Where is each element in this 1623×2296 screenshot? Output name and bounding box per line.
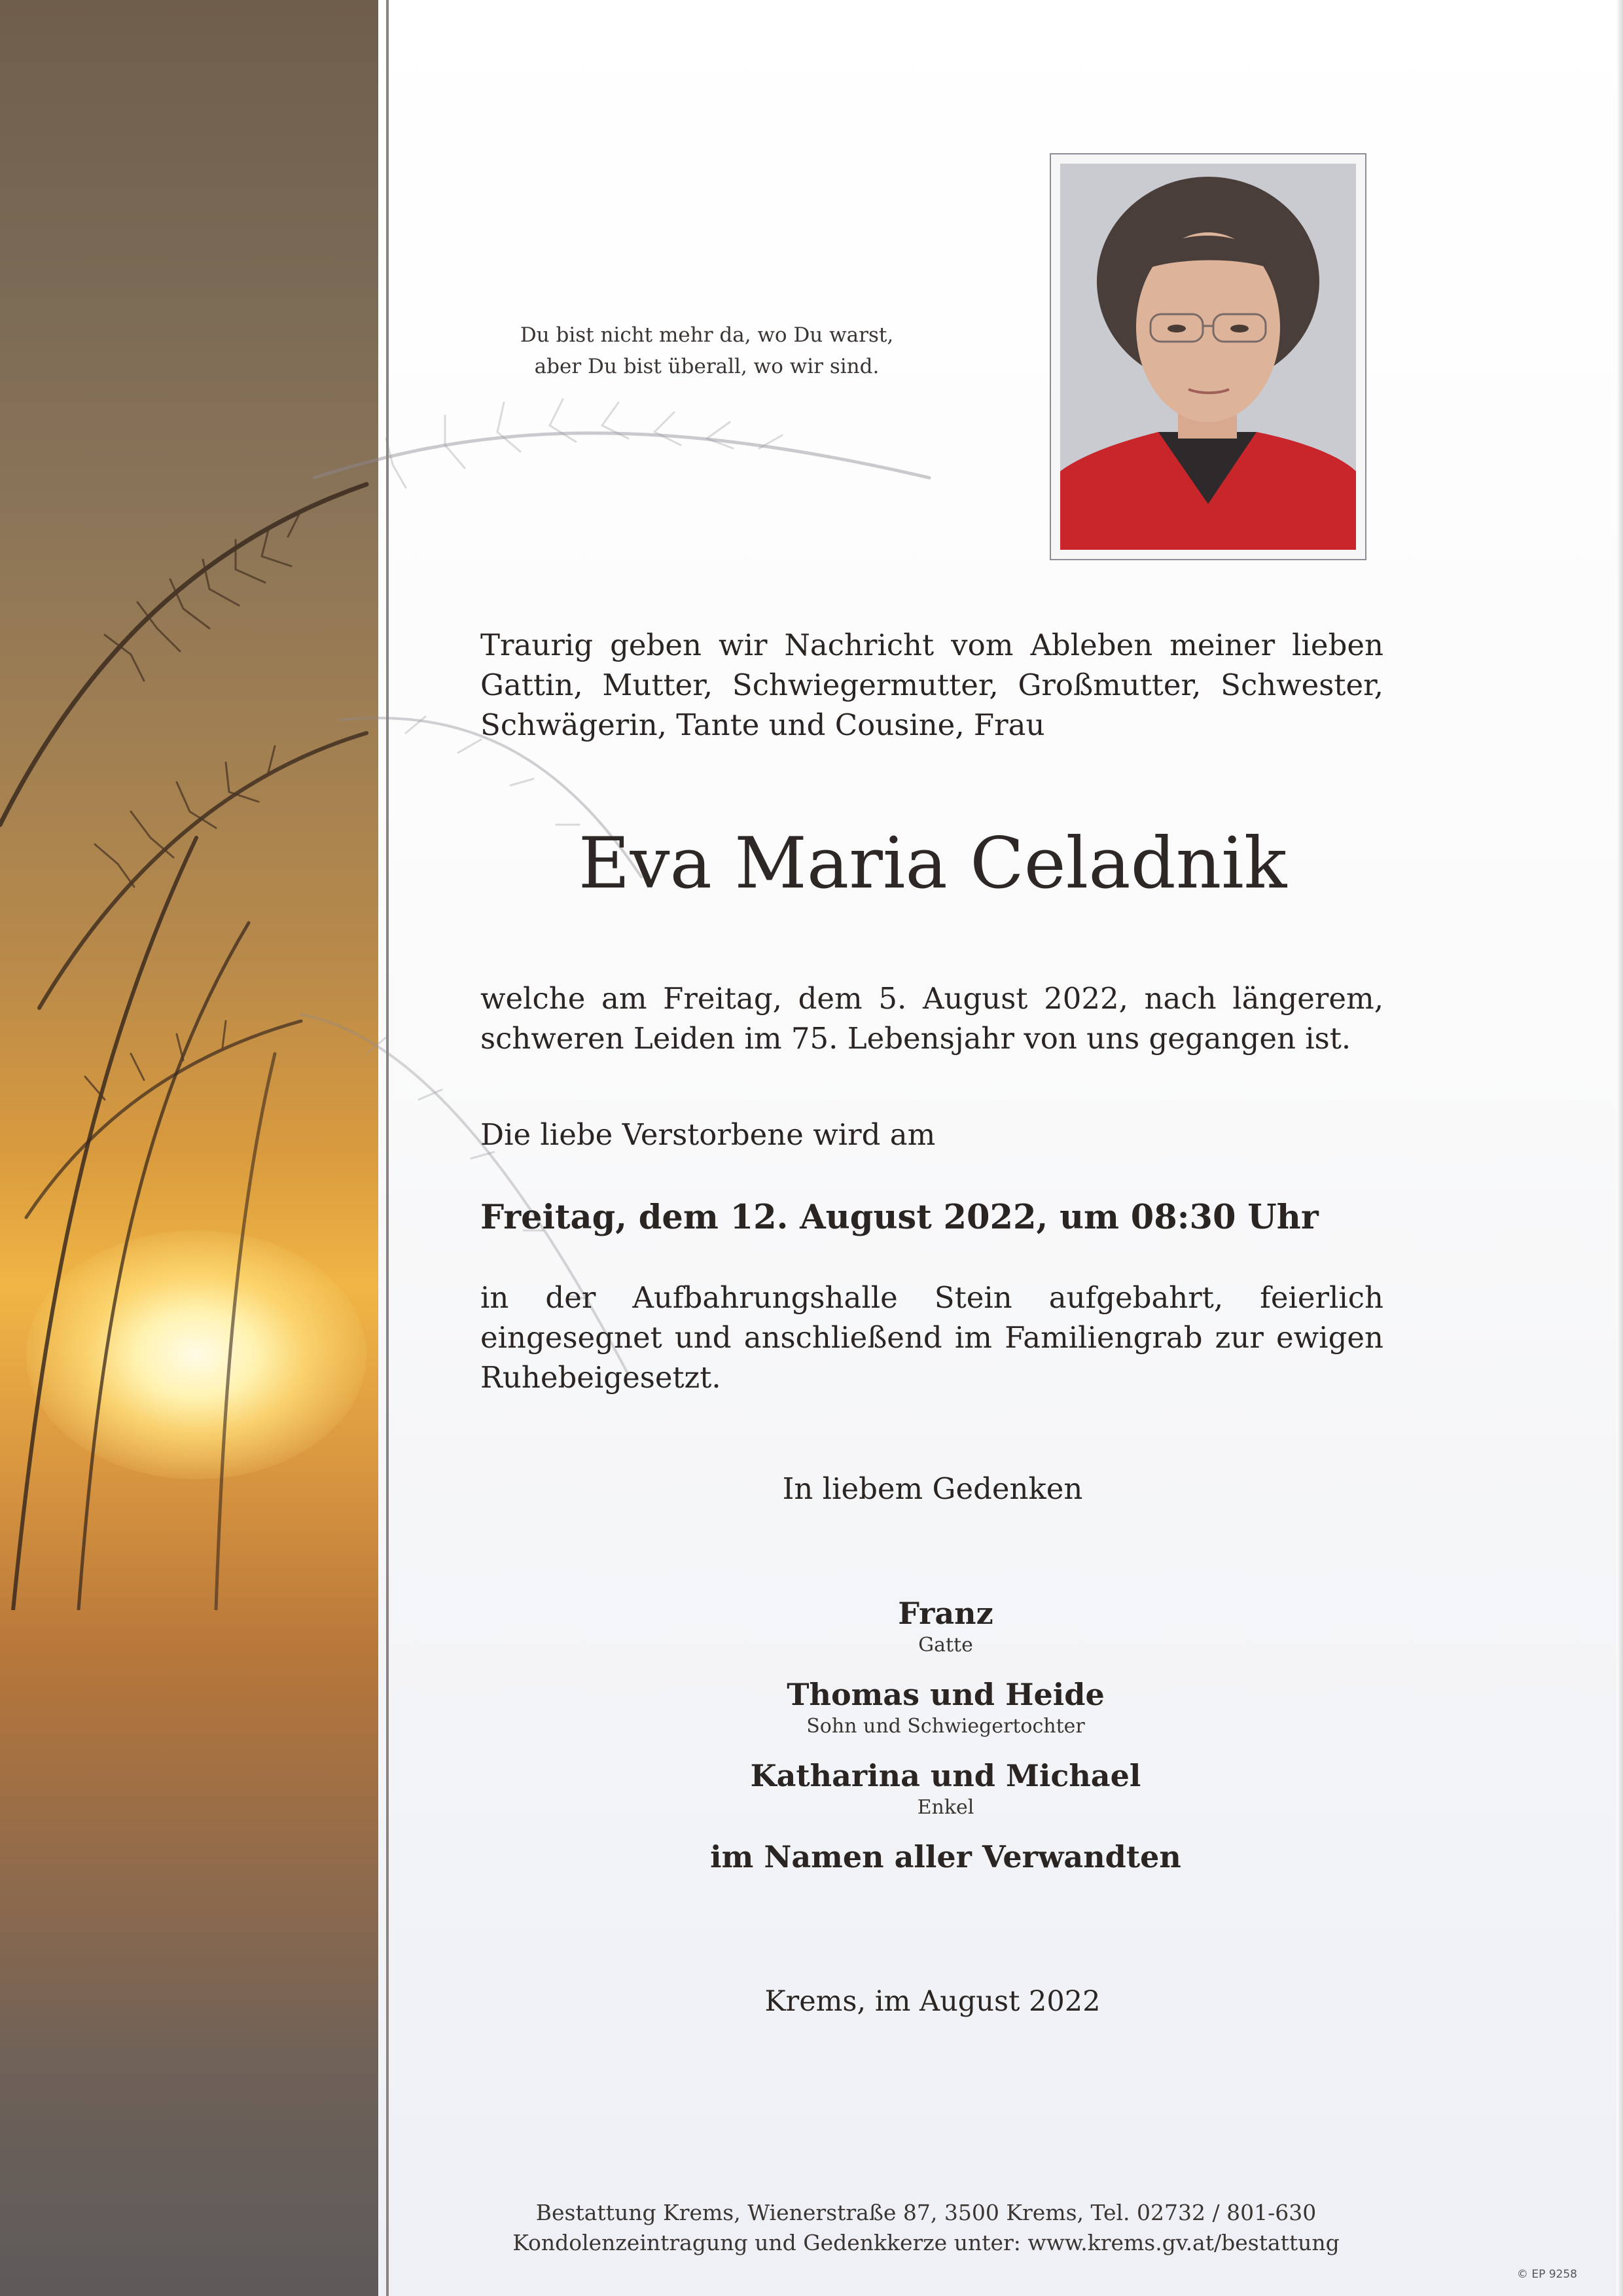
undertaker-footer bbox=[471, 2198, 1381, 2258]
ceremony-text: in der Aufbahrungshalle Stein aufgebahrt, feierlich eingesegnet und anschließend im Familiengrab zur ewigen Ruhebeigesetzt. bbox=[480, 1280, 1383, 1395]
mourner-entry bbox=[556, 1594, 1335, 1658]
mourner-role: Sohn und Schwiegertochter bbox=[806, 1715, 1085, 1738]
mourners-list bbox=[556, 1594, 1335, 1876]
funeral-lead: Die liebe Verstorbene wird am bbox=[480, 1117, 936, 1152]
mourner-role: Enkel bbox=[917, 1796, 974, 1819]
portrait-frame bbox=[1050, 153, 1366, 560]
place-date: Krems, im August 2022 bbox=[764, 1985, 1101, 2018]
passing-text: welche am Freitag, dem 5. August 2022, nach längerem, schweren Leiden im 75. Lebensjahr von uns gegangen ist. bbox=[480, 981, 1383, 1056]
footer-address: Bestattung Krems, Wienerstraße 87, 3500 Krems, Tel. 02732 / 801-630 bbox=[535, 2200, 1317, 2225]
scan-edge bbox=[1616, 0, 1623, 2296]
deceased-name: Eva Maria Celadnik bbox=[578, 823, 1287, 905]
mourner-role: Gatte bbox=[918, 1634, 973, 1657]
mourner-name: Franz bbox=[898, 1596, 993, 1631]
mourner-entry bbox=[556, 1756, 1335, 1820]
all-relatives: im Namen aller Verwandten bbox=[710, 1839, 1181, 1874]
mourner-name: Thomas und Heide bbox=[787, 1677, 1105, 1712]
footer-condolence: Kondolenzeintragung und Gedenkkerze unter: www.krems.gv.at/bestattung bbox=[512, 2230, 1340, 2255]
funeral-date: Freitag, dem 12. August 2022, um 08:30 Uhr bbox=[480, 1198, 1319, 1237]
mourner-entry bbox=[556, 1675, 1335, 1739]
vertical-divider bbox=[386, 0, 389, 2296]
memorial-quote bbox=[458, 319, 955, 382]
announcement-intro: Traurig geben wir Nachricht vom Ableben meiner lieben Gattin, Mutter, Schwiegermutter, Großmutter, Schwester, Schwägerin, Tante und Cousine, Frau bbox=[480, 628, 1383, 742]
quote-line-1: Du bist nicht mehr da, wo Du warst, bbox=[520, 323, 894, 347]
print-code: © EP 9258 bbox=[1516, 2268, 1577, 2281]
mourner-name: Katharina und Michael bbox=[750, 1758, 1141, 1793]
memory-heading: In liebem Gedenken bbox=[782, 1471, 1083, 1506]
portrait-photo-icon bbox=[1060, 164, 1356, 550]
quote-line-2: aber Du bist überall, wo wir sind. bbox=[534, 355, 880, 378]
